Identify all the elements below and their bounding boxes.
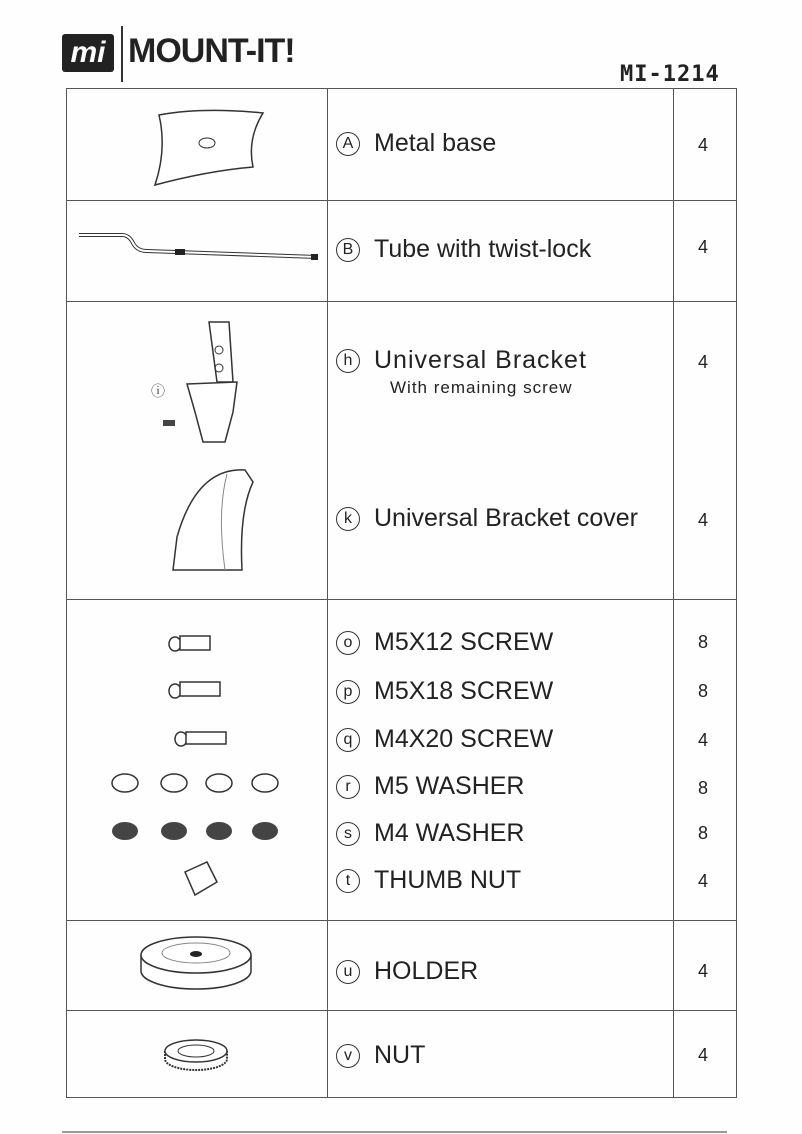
- part-name-cell: [328, 600, 674, 921]
- table-row: [67, 89, 737, 201]
- part-qty: 4: [698, 730, 709, 750]
- part-letter: o: [336, 631, 360, 655]
- part-image-cell: [67, 921, 328, 1011]
- part-name-cell: [328, 201, 674, 302]
- callout-i: ⓘ: [151, 383, 165, 399]
- metal-base-drawing: [67, 89, 327, 201]
- part-image-cell: [67, 302, 328, 600]
- part-qty: 8: [698, 778, 709, 798]
- part-image-cell: [67, 600, 328, 921]
- part-image-cell: [67, 1011, 328, 1098]
- hardware-drawing: [67, 600, 327, 921]
- part-subtitle: With remaining screw: [390, 378, 573, 397]
- part-qty: 4: [698, 237, 709, 257]
- part-letter: B: [336, 238, 360, 262]
- part-qty: 4: [698, 1045, 709, 1065]
- part-letter: r: [336, 775, 360, 799]
- table-row: [67, 1011, 737, 1098]
- brand-logo: mi: [62, 34, 114, 72]
- part-name: Universal Bracket: [374, 346, 587, 374]
- qty-cell: [674, 302, 737, 600]
- brand-name: MOUNT-IT!: [128, 32, 295, 70]
- qty-cell: [674, 89, 737, 201]
- part-name: NUT: [374, 1041, 426, 1069]
- part-name: M5X18 SCREW: [374, 677, 554, 705]
- part-letter: t: [336, 869, 360, 893]
- part-letter: k: [336, 507, 360, 531]
- part-qty: 8: [698, 823, 709, 843]
- part-image-cell: [67, 201, 328, 302]
- part-name: M4 WASHER: [374, 819, 525, 847]
- part-qty: 4: [698, 871, 709, 891]
- part-letter: s: [336, 822, 360, 846]
- table-row: [67, 201, 737, 302]
- part-letter: v: [336, 1044, 360, 1068]
- footer-divider: [62, 1131, 727, 1133]
- part-name-cell: [328, 89, 674, 201]
- part-name: M5 WASHER: [374, 772, 525, 800]
- part-name-cell: [328, 1011, 674, 1098]
- table-row: [67, 600, 737, 921]
- qty-cell: [674, 921, 737, 1011]
- part-letter: A: [336, 132, 360, 156]
- table-row: [67, 921, 737, 1011]
- part-letter: h: [336, 349, 360, 373]
- part-name: Universal Bracket cover: [374, 504, 638, 532]
- part-qty: 4: [698, 352, 709, 372]
- qty-cell: [674, 1011, 737, 1098]
- holder-drawing: [67, 921, 327, 1011]
- parts-table: [66, 88, 737, 1098]
- part-qty: 4: [698, 510, 709, 530]
- universal-bracket-drawing: [67, 302, 327, 600]
- part-qty: 4: [698, 961, 709, 981]
- part-name-cell: [328, 921, 674, 1011]
- part-qty: 8: [698, 681, 709, 701]
- part-name-cell: [328, 302, 674, 600]
- part-name: Tube with twist-lock: [374, 235, 592, 263]
- part-name: M5X12 SCREW: [374, 628, 554, 656]
- qty-cell: [674, 201, 737, 302]
- tube-drawing: [67, 201, 327, 302]
- part-name: HOLDER: [374, 957, 479, 985]
- part-name: M4X20 SCREW: [374, 725, 554, 753]
- logo-divider: [121, 26, 123, 82]
- nut-drawing: [67, 1011, 327, 1098]
- part-name: THUMB NUT: [374, 866, 522, 894]
- part-letter: p: [336, 680, 360, 704]
- part-qty: 4: [698, 135, 709, 155]
- part-letter: u: [336, 960, 360, 984]
- qty-cell: [674, 600, 737, 921]
- model-number: MI-1214: [620, 62, 720, 87]
- table-row: [67, 302, 737, 600]
- part-name: Metal base: [374, 129, 497, 157]
- part-qty: 8: [698, 632, 709, 652]
- part-image-cell: [67, 89, 328, 201]
- part-letter: q: [336, 728, 360, 752]
